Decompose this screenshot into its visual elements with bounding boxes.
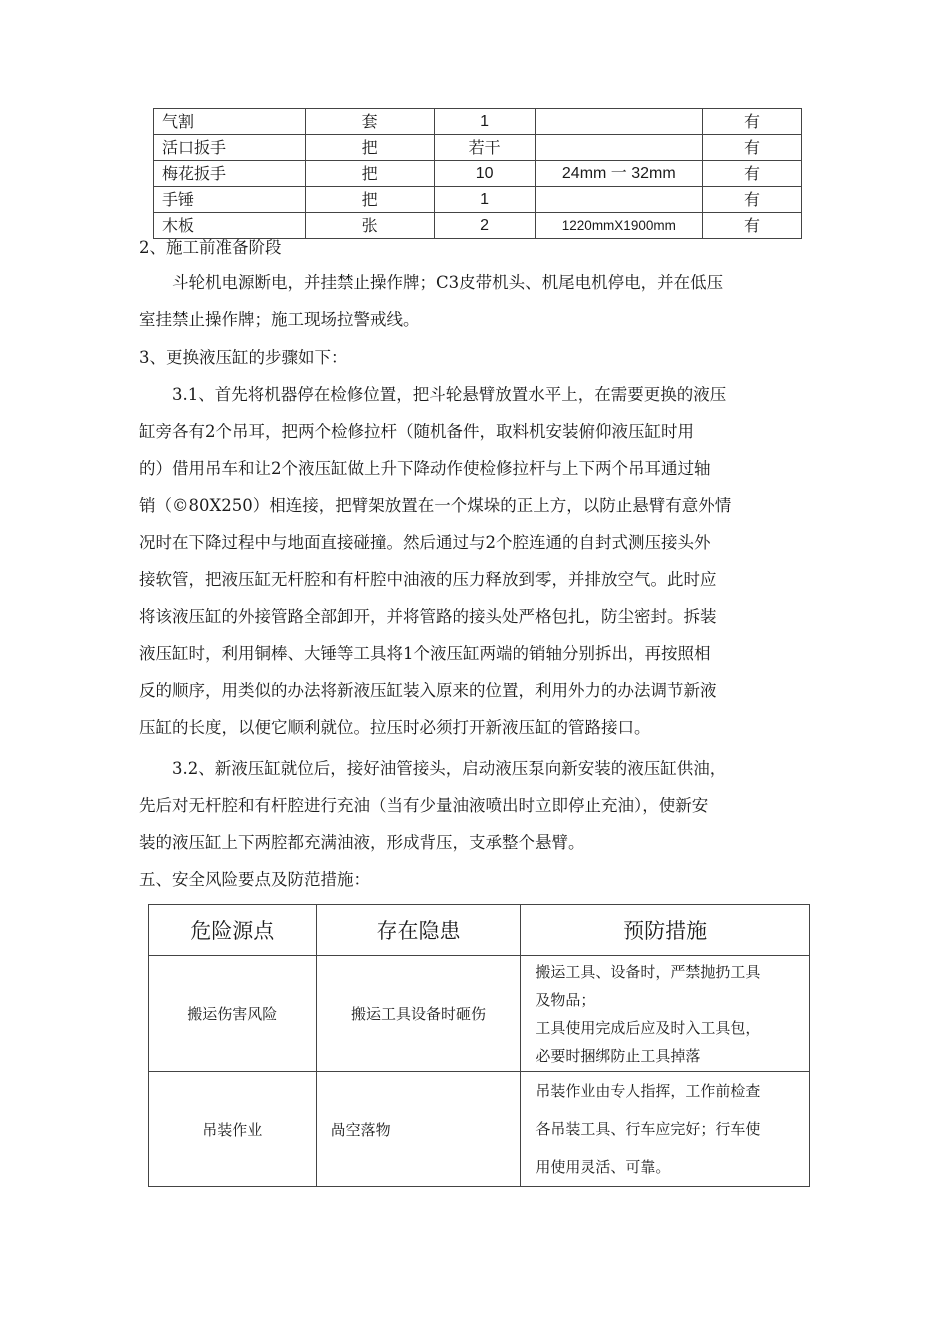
table-row <box>154 161 802 187</box>
measure-line: 工具使用完成后应及时入工具包， <box>535 1018 761 1037</box>
column-header: 存在隐患 <box>316 905 521 956</box>
tool-spec: 1220mmX1900mm <box>535 213 703 239</box>
tool-name: 活口扳手 <box>154 135 306 161</box>
tool-qty: 2 <box>434 213 535 239</box>
tool-status: 有 <box>703 161 802 187</box>
measure-line: 及物品； <box>535 990 596 1009</box>
table-row <box>154 213 802 239</box>
paragraph-line: 液压缸时，利用铜棒、大锤等工具将1个液压缸两端的销轴分别拆出，再按照相 <box>139 644 711 663</box>
tool-qty: 1 <box>434 187 535 213</box>
tool-status: 有 <box>703 187 802 213</box>
tool-unit: 张 <box>305 213 434 239</box>
tool-qty: 1 <box>434 109 535 135</box>
hazard-cell: 吊装作业 <box>149 1072 317 1187</box>
measure-cell <box>521 956 810 1072</box>
tool-spec <box>535 135 703 161</box>
paragraph <box>139 264 819 338</box>
section-heading: 五、安全风险要点及防范措施： <box>139 870 370 889</box>
paragraph-line: 3.2、新液压缸就位后，接好油管接头，启动液压泵向新安装的液压缸供油， <box>139 759 727 778</box>
measure-cell <box>521 1072 810 1187</box>
paragraph <box>139 376 819 746</box>
section-heading: 3、更换液压缸的步骤如下： <box>139 348 348 367</box>
paragraph-line: 况时在下降过程中与地面直接碰撞。然后通过与2个腔连通的自封式测压接头外 <box>139 533 711 552</box>
tool-unit: 把 <box>305 187 434 213</box>
risk-table <box>148 904 810 1187</box>
paragraph <box>139 750 819 861</box>
tool-unit: 把 <box>305 135 434 161</box>
measure-line: 各吊装工具、行车应完好；行车使 <box>535 1120 761 1138</box>
paragraph-line: 的）借用吊车和让2个液压缸做上升下降动作使检修拉杆与上下两个吊耳通过轴 <box>139 459 711 478</box>
paragraph-line: 将该液压缸的外接管路全部卸开，并将管路的接头处严格包扎，防尘密封。拆装 <box>139 607 717 626</box>
paragraph-line: 装的液压缸上下两腔都充满油液，形成背压，支承整个悬臂。 <box>139 833 585 852</box>
tool-spec <box>535 109 703 135</box>
column-header: 预防措施 <box>521 905 810 956</box>
tool-spec: 24mm 一 32mm <box>535 161 703 187</box>
tool-name: 手锤 <box>154 187 306 213</box>
paragraph-line: 接软管，把液压缸无杆腔和有杆腔中油液的压力释放到零，并排放空气。此时应 <box>139 570 717 589</box>
table-row <box>149 956 810 1072</box>
paragraph-line: 室挂禁止操作牌；施工现场拉警戒线。 <box>139 310 420 329</box>
tool-spec <box>535 187 703 213</box>
measure-line: 搬运工具、设备时，严禁抛扔工具 <box>535 962 761 981</box>
section-heading: 2、施工前准备阶段 <box>139 238 282 257</box>
paragraph-line: 缸旁各有2个吊耳，把两个检修拉杆（随机备件，取料机安装俯仰液压缸时用 <box>139 422 694 441</box>
table-row <box>154 135 802 161</box>
paragraph-line: 先后对无杆腔和有杆腔进行充油（当有少量油液喷出时立即停止充油），使新安 <box>139 796 709 815</box>
table-row <box>154 109 802 135</box>
column-header: 危险源点 <box>149 905 317 956</box>
risk-cell: 搬运工具设备时砸伤 <box>316 956 521 1072</box>
tool-status: 有 <box>703 213 802 239</box>
table-row <box>149 1072 810 1187</box>
hazard-cell: 搬运伤害风险 <box>149 956 317 1072</box>
risk-cell: 咼空落物 <box>316 1072 521 1187</box>
tool-name: 气割 <box>154 109 306 135</box>
measure-line: 必要时捆绑防止工具掉落 <box>535 1046 701 1065</box>
measure-line: 吊装作业由专人指挥，工作前检查 <box>535 1082 761 1100</box>
table-row <box>154 187 802 213</box>
tool-name: 木板 <box>154 213 306 239</box>
tools-table <box>153 108 802 239</box>
table-header-row <box>149 905 810 956</box>
paragraph-line: 压缸的长度，以便它顺利就位。拉压时必须打开新液压缸的管路接口。 <box>139 718 651 737</box>
tool-status: 有 <box>703 135 802 161</box>
paragraph-line: 斗轮机电源断电，并挂禁止操作牌；C3皮带机头、机尾电机停电，并在低压 <box>139 273 724 292</box>
tool-qty: 若干 <box>434 135 535 161</box>
tool-unit: 把 <box>305 161 434 187</box>
paragraph-line: 3.1、首先将机器停在检修位置，把斗轮悬臂放置水平上，在需要更换的液压 <box>139 385 727 404</box>
tool-unit: 套 <box>305 109 434 135</box>
tool-qty: 10 <box>434 161 535 187</box>
tool-status: 有 <box>703 109 802 135</box>
paragraph-line: 销（©80X250）相连接，把臂架放置在一个煤垛的正上方，以防止悬臂有意外情 <box>139 496 732 515</box>
tool-name: 梅花扳手 <box>154 161 306 187</box>
paragraph-line: 反的顺序，用类似的办法将新液压缸装入原来的位置，利用外力的办法调节新液 <box>139 681 717 700</box>
measure-line: 用使用灵活、可靠。 <box>535 1158 671 1176</box>
